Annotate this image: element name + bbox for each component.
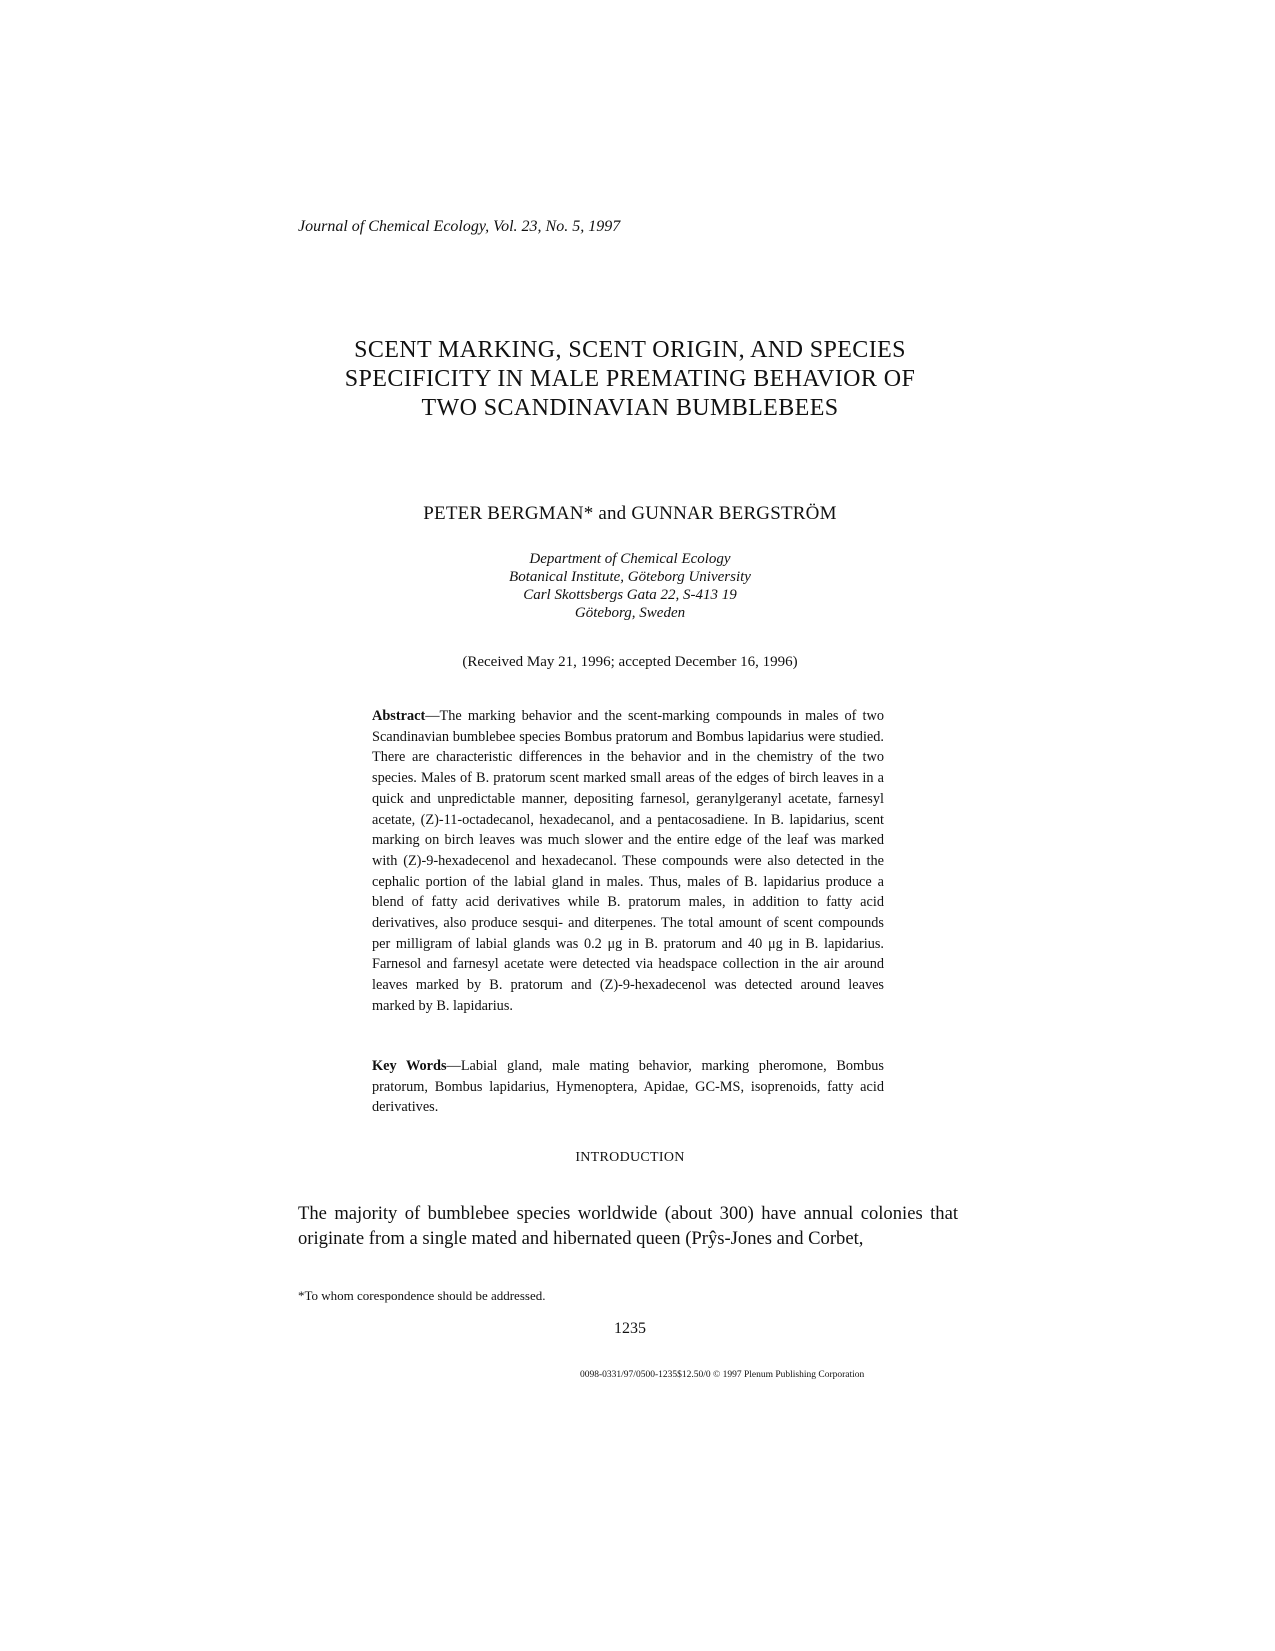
footnote: *To whom corespondence should be addressed.: [298, 1288, 546, 1303]
abstract: [372, 706, 884, 1017]
affiliation-block: [250, 550, 1010, 622]
affiliation-line: Department of Chemical Ecology: [529, 551, 731, 567]
affiliation-line: Botanical Institute, Göteborg University: [509, 569, 751, 585]
page-number: 1235: [614, 1320, 646, 1337]
abstract-text: —The marking behavior and the scent-marking compounds in males of two Scandinavian bumblebee species Bombus pratorum and Bombus lapidarius were studied. There are characteristic differences in the behavior and in the chemistry of the two species. Males of B. pratorum scent marked small areas of the edges of birch leaves in a quick and unpredictable manner, depositing farnesol, geranylgeranyl acetate, farnesyl acetate, (Z)-11-octadecanol, hexadecanol, and a pentacosadiene. In B. lapidarius, scent marking on birch leaves was much slower and the entire edge of the leaf was marked with (Z)-9-hexadecenol and hexadecanol. These compounds were also detected in the cephalic portion of the labial gland in males. Thus, males of B. lapidarius produce a blend of fatty acid derivatives while B. pratorum males, in addition to fatty acid derivatives, also produce sesqui- and diterpenes. The total amount of scent compounds per milligram of labial glands was 0.2 μg in B. pratorum and 40 μg in B. lapidarius. Farnesol and farnesyl acetate were detected via headspace collection in the air around leaves marked by B. pratorum and (Z)-9-hexadecenol was detected around leaves marked by B. lapidarius.: [372, 708, 884, 1014]
keywords: [372, 1056, 884, 1118]
journal-citation: Journal of Chemical Ecology, Vol. 23, No. 5, 1997: [298, 218, 621, 235]
paper-title: [250, 336, 1010, 423]
author-list: PETER BERGMAN* and GUNNAR BERGSTRÖM: [423, 503, 837, 524]
title-line: TWO SCANDINAVIAN BUMBLEBEES: [421, 395, 839, 421]
title-line: SPECIFICITY IN MALE PREMATING BEHAVIOR OF: [344, 366, 916, 392]
affiliation-line: Göteborg, Sweden: [574, 605, 686, 621]
abstract-label: Abstract: [372, 708, 426, 724]
title-line: SCENT MARKING, SCENT ORIGIN, AND SPECIES: [354, 337, 906, 363]
keywords-text: —Labial gland, male mating behavior, marking pheromone, Bombus pratorum, Bombus lapidarius, Hymenoptera, Apidae, GC-MS, isoprenoids, fatty acid derivatives.: [372, 1058, 884, 1116]
affiliation-line: Carl Skottsbergs Gata 22, S-413 19: [523, 587, 737, 603]
introduction-paragraph: The majority of bumblebee species worldwide (about 300) have annual colonies that originate from a single mated and hibernated queen (Prŷs-Jones and Corbet,: [298, 1203, 958, 1249]
section-heading-introduction: INTRODUCTION: [575, 1150, 685, 1165]
copyright-line: 0098-0331/97/0500-1235$12.50/0 © 1997 Plenum Publishing Corporation: [580, 1370, 865, 1380]
keywords-label: Key Words: [372, 1058, 447, 1074]
received-dates: (Received May 21, 1996; accepted December 16, 1996): [462, 654, 798, 670]
